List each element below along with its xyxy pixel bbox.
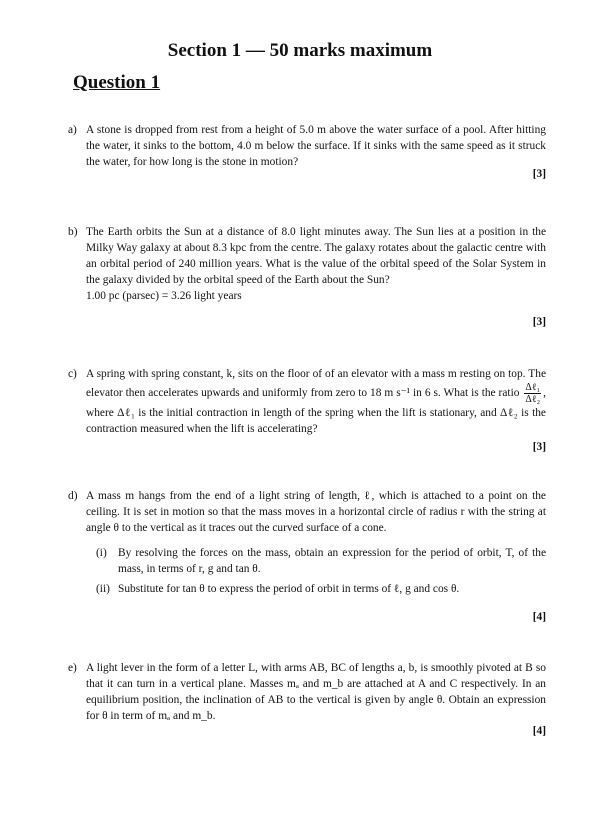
subpart-label: (i) (96, 547, 107, 559)
marks-e: [4] (532, 725, 546, 737)
marks-a: [3] (532, 168, 546, 180)
subpart-text: Substitute for tan θ to express the period of orbit in terms of ℓ, g and cos θ. (118, 583, 460, 595)
question-part-c (68, 366, 546, 437)
part-label: a) (68, 124, 77, 136)
question-part-a (68, 122, 546, 170)
question-part-d (68, 488, 546, 597)
subpart-label: (ii) (96, 583, 110, 595)
ratio-fraction (524, 382, 541, 405)
part-text: What is the ratio (443, 387, 520, 400)
part-text: A spring with spring constant, k, sits on the floor of of an elevator with a mass m resting on top. The elevator then accelerates upwards and uniformly from zero to 18 m s⁻¹ in 6 s. (86, 368, 546, 400)
fraction-numerator: Δℓ₁ (525, 382, 541, 393)
part-label: e) (68, 662, 77, 674)
part-text: A stone is dropped from rest from a height of 5.0 m above the water surface of a pool. After hitting the water, it sinks to the bottom, 4.0 m below the surface. If it sinks with the same speed as it struck the water, for how long is the stone in motion? (86, 124, 546, 168)
part-text: , where Δℓ₁ is the initial contraction in length of the spring when the lift is stationary, and Δℓ₂ is the contraction measured when the lift is accelerating? (86, 387, 546, 435)
part-text: A mass m hangs from the end of a light string of length, ℓ, which is attached to a point on the ceiling. It is set in motion so that the mass moves in a horizontal circle of radius r with the string at angle θ to the vertical as it traces out the curved surface of a cone. (86, 490, 546, 534)
section-title: Section 1 — 50 marks maximum (167, 40, 433, 61)
fraction-denominator: Δℓ₂ (525, 394, 541, 405)
part-note: 1.00 pc (parsec) = 3.26 light years (86, 290, 242, 302)
part-label: b) (68, 226, 78, 238)
part-label: c) (68, 368, 77, 380)
subpart-ii (96, 581, 546, 597)
marks-d: [4] (532, 611, 546, 623)
question-title: Question 1 (73, 72, 161, 93)
question-part-b (68, 224, 546, 304)
marks-c: [3] (532, 441, 546, 453)
part-text: The Earth orbits the Sun at a distance of 8.0 light minutes away. The Sun lies at a position in the Milky Way galaxy at about 8.3 kpc from the centre. The galaxy rotates about the galactic centre with an orbital period of 240 million years. What is the value of the orbital speed of the Solar System in the galaxy divided by the orbital speed of the Earth about the Sun? (86, 226, 546, 286)
subpart-text: By resolving the forces on the mass, obtain an expression for the period of orbit, T, of the mass, in terms of r, g and tan θ. (118, 547, 546, 575)
part-label: d) (68, 490, 78, 502)
part-text: A light lever in the form of a letter L, with arms AB, BC of lengths a, b, is smoothly pivoted at B so that it can turn in a vertical plane. Masses mₐ and m_b are attached at A and C respectively. In an equilibrium position, the inclination of AB to the vertical is given by angle θ. Obtain an expression for θ in term of mₐ and m_b. (86, 662, 546, 722)
marks-b: [3] (532, 316, 546, 328)
question-part-e (68, 660, 546, 724)
subpart-i (96, 545, 546, 577)
